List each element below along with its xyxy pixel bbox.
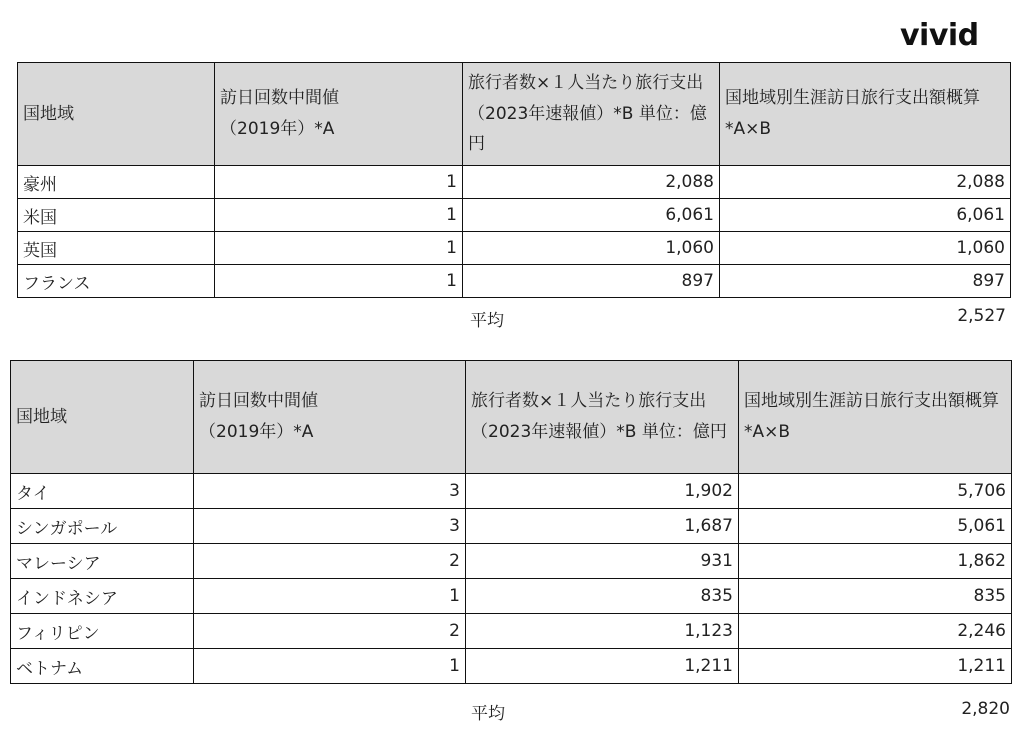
header-visits: 訪日回数中間値 （2019年）*A <box>194 361 466 474</box>
cell-total: 5,061 <box>739 509 1012 544</box>
cell-country: タイ <box>11 474 194 509</box>
cell-country: フィリピン <box>11 614 194 649</box>
cell-spend: 6,061 <box>463 199 720 232</box>
table-western-countries <box>17 62 1011 298</box>
cell-total: 1,060 <box>720 232 1011 265</box>
average-label: 平均 <box>470 311 504 331</box>
cell-visits: 3 <box>194 474 466 509</box>
cell-spend: 1,123 <box>466 614 739 649</box>
cell-country: マレーシア <box>11 544 194 579</box>
cell-total: 1,211 <box>739 649 1012 684</box>
cell-total: 6,061 <box>720 199 1011 232</box>
cell-country: インドネシア <box>11 579 194 614</box>
table-row <box>18 166 1011 199</box>
header-country: 国地域 <box>18 63 215 166</box>
cell-spend: 1,211 <box>466 649 739 684</box>
table-row <box>11 544 1012 579</box>
cell-visits: 2 <box>194 614 466 649</box>
cell-country: 英国 <box>18 232 215 265</box>
cell-country: ベトナム <box>11 649 194 684</box>
table-row <box>18 232 1011 265</box>
average-value: 2,527 <box>957 306 1006 326</box>
cell-spend: 1,902 <box>466 474 739 509</box>
cell-visits: 1 <box>215 166 463 199</box>
cell-spend: 931 <box>466 544 739 579</box>
cell-country: 米国 <box>18 199 215 232</box>
table-row <box>18 265 1011 298</box>
cell-visits: 1 <box>215 232 463 265</box>
table-row <box>11 509 1012 544</box>
cell-spend: 2,088 <box>463 166 720 199</box>
table-asian-countries <box>10 360 1016 684</box>
cell-country: シンガポール <box>11 509 194 544</box>
header-total: 国地域別生涯訪日旅行支出額概算 *A×B <box>739 361 1012 474</box>
cell-total: 1,862 <box>739 544 1012 579</box>
cell-total: 897 <box>720 265 1011 298</box>
table-row <box>11 474 1012 509</box>
header-spend: 旅行者数×１人当たり旅行支出（2023年速報値）*B 単位：億円 <box>466 361 739 474</box>
cell-spend: 897 <box>463 265 720 298</box>
table-header-row <box>18 63 1011 166</box>
cell-total: 835 <box>739 579 1012 614</box>
cell-visits: 1 <box>215 265 463 298</box>
cell-country: 豪州 <box>18 166 215 199</box>
table-row <box>11 649 1012 684</box>
vivid-logo: vivid <box>900 18 979 53</box>
cell-total: 5,706 <box>739 474 1012 509</box>
table-header-row <box>11 361 1012 474</box>
average-label: 平均 <box>471 704 505 724</box>
cell-country: フランス <box>18 265 215 298</box>
cell-visits: 2 <box>194 544 466 579</box>
cell-visits: 1 <box>215 199 463 232</box>
cell-visits: 3 <box>194 509 466 544</box>
cell-visits: 1 <box>194 649 466 684</box>
header-total: 国地域別生涯訪日旅行支出額概算 *A×B <box>720 63 1011 166</box>
cell-spend: 1,060 <box>463 232 720 265</box>
average-value: 2,820 <box>961 699 1010 719</box>
cell-total: 2,246 <box>739 614 1012 649</box>
cell-spend: 1,687 <box>466 509 739 544</box>
cell-spend: 835 <box>466 579 739 614</box>
header-country: 国地域 <box>11 361 194 474</box>
header-visits: 訪日回数中間値 （2019年）*A <box>215 63 463 166</box>
cell-total: 2,088 <box>720 166 1011 199</box>
cell-visits: 1 <box>194 579 466 614</box>
table-row <box>11 614 1012 649</box>
table-row <box>18 199 1011 232</box>
table-row <box>11 579 1012 614</box>
header-spend: 旅行者数×１人当たり旅行支出（2023年速報値）*B 単位：億円 <box>463 63 720 166</box>
